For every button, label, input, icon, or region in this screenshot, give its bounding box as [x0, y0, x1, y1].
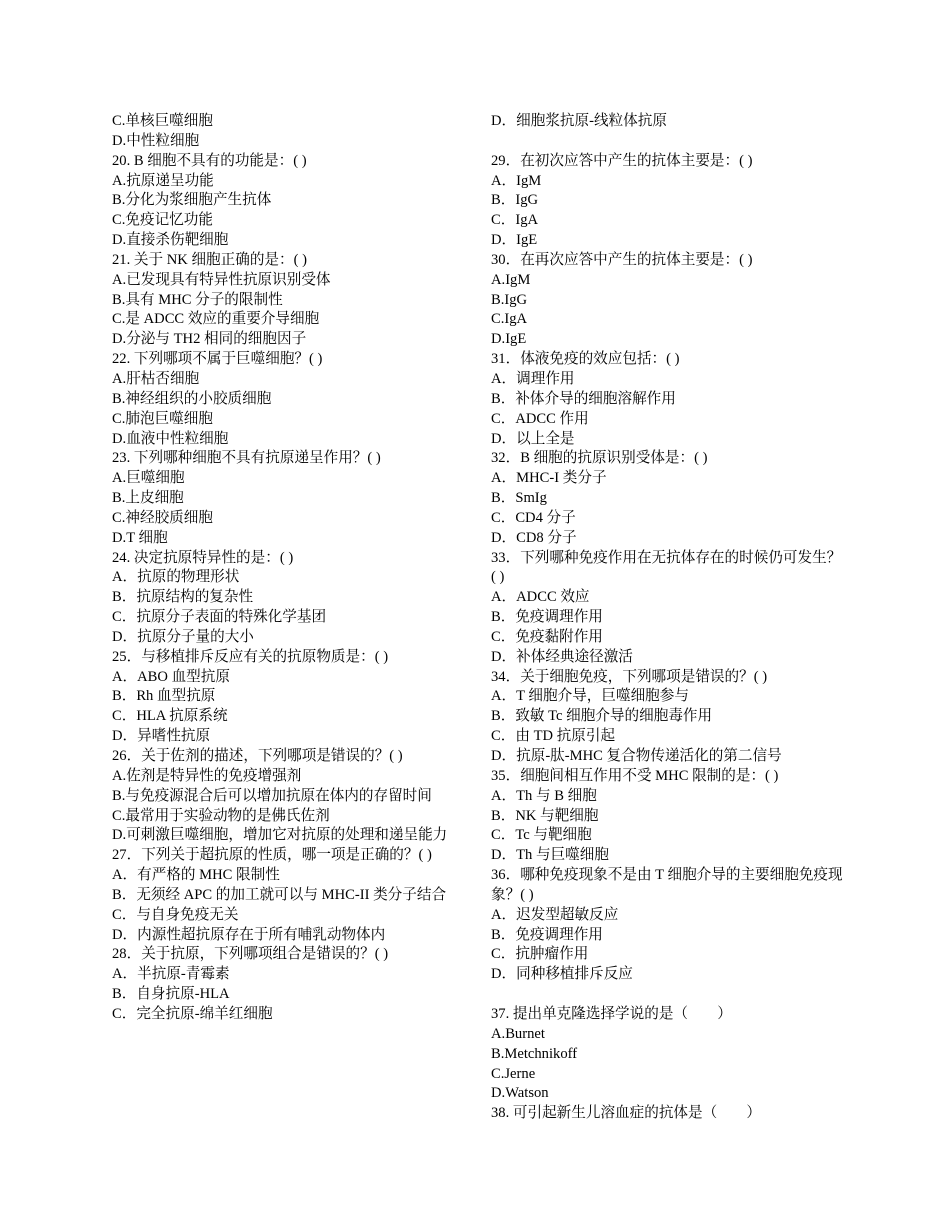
- answer-option: A．迟发型超敏反应: [491, 906, 619, 923]
- answer-option: C．ADCC 作用: [491, 410, 589, 427]
- question-stem: 20. B 细胞不具有的功能是：( ): [112, 152, 307, 169]
- answer-option: B．SmIg: [491, 490, 547, 507]
- question-stem: 31．体液免疫的效应包括：( ): [491, 351, 680, 368]
- answer-option: B．免疫调理作用: [491, 609, 603, 626]
- answer-option: C．完全抗原-绵羊红细胞: [112, 1005, 273, 1022]
- blank-line: [491, 985, 843, 1005]
- right-column: [491, 112, 843, 1124]
- answer-option: A．有严格的 MHC 限制性: [112, 867, 280, 884]
- answer-option: B.与免疫源混合后可以增加抗原在体内的存留时间: [112, 787, 432, 804]
- answer-option: C．抗原分子表面的特殊化学基团: [112, 609, 327, 626]
- blank-line: [491, 132, 843, 152]
- answer-option: D．CD8 分子: [491, 529, 577, 546]
- answer-option: C.神经胶质细胞: [112, 509, 213, 526]
- answer-option: B．抗原结构的复杂性: [112, 589, 254, 606]
- answer-option: C．与自身免疫无关: [112, 906, 239, 923]
- question-stem: 25．与移植排斥反应有关的抗原物质是：( ): [112, 648, 389, 665]
- answer-option: C．免疫黏附作用: [491, 628, 603, 645]
- answer-option: A．IgM: [491, 172, 542, 189]
- answer-option: C.Jerne: [491, 1065, 536, 1082]
- answer-option: D．抗原分子量的大小: [112, 628, 254, 645]
- answer-option: D.血液中性粒细胞: [112, 430, 229, 447]
- answer-option: B．自身抗原-HLA: [112, 986, 230, 1003]
- question-stem: 24. 决定抗原特异性的是：( ): [112, 549, 294, 566]
- question-stem: 26．关于佐剂的描述，下列哪项是错误的？( ): [112, 748, 403, 764]
- answer-option: D.IgE: [491, 331, 527, 348]
- answer-option: B.具有 MHC 分子的限制性: [112, 291, 283, 308]
- left-column: [112, 112, 464, 1025]
- answer-option: D.分泌与 TH2 相同的细胞因子: [112, 331, 307, 348]
- answer-option: B.IgG: [491, 291, 528, 308]
- answer-option: A．ABO 血型抗原: [112, 668, 230, 685]
- answer-option: C．抗肿瘤作用: [491, 946, 589, 963]
- answer-option: D.可刺激巨噬细胞，增加它对抗原的处理和递呈能力: [112, 827, 448, 844]
- question-stem: 38. 可引起新生儿溶血症的抗体是（ ）: [491, 1105, 761, 1122]
- answer-option: D.直接杀伤靶细胞: [112, 232, 229, 249]
- answer-option: D．IgE: [491, 232, 538, 249]
- answer-option: A.巨噬细胞: [112, 470, 185, 487]
- answer-option: A.抗原递呈功能: [112, 172, 214, 189]
- answer-option: B.神经组织的小胶质细胞: [112, 390, 272, 407]
- answer-option: A．T 细胞介导，巨噬细胞参与: [491, 688, 689, 705]
- answer-option: D.Watson: [491, 1085, 549, 1102]
- answer-option: A．调理作用: [491, 370, 575, 387]
- answer-option: B．致敏 Tc 细胞介导的细胞毒作用: [491, 708, 713, 725]
- answer-option: C.免疫记忆功能: [112, 212, 213, 229]
- answer-option: D．细胞浆抗原-线粒体抗原: [491, 113, 667, 129]
- answer-option: D.中性粒细胞: [112, 132, 200, 149]
- question-stem: 36．哪种免疫现象不是由 T 细胞介导的主要细胞免疫现象？( ): [491, 867, 843, 903]
- answer-option: D．Th 与巨噬细胞: [491, 847, 609, 864]
- question-stem: 37. 提出单克隆选择学说的是（ ）: [491, 1005, 732, 1022]
- answer-option: B．NK 与靶细胞: [491, 807, 599, 824]
- answer-option: A．MHC-I 类分子: [491, 470, 607, 487]
- answer-option: B．Rh 血型抗原: [112, 688, 216, 705]
- answer-option: D．异嗜性抗原: [112, 728, 211, 745]
- answer-option: B．无须经 APC 的加工就可以与 MHC-II 类分子结合: [112, 886, 447, 903]
- answer-option: C．CD4 分子: [491, 509, 576, 526]
- answer-option: B．补体介导的细胞溶解作用: [491, 390, 676, 407]
- question-stem: 32．B 细胞的抗原识别受体是：( ): [491, 450, 708, 467]
- answer-option: A.佐剂是特异性的免疫增强剂: [112, 767, 302, 784]
- question-stem: 29．在初次应答中产生的抗体主要是：( ): [491, 152, 753, 169]
- answer-option: D．同种移植排斥反应: [491, 966, 633, 983]
- answer-option: D．内源性超抗原存在于所有哺乳动物体内: [112, 926, 386, 943]
- answer-option: B.Metchnikoff: [491, 1045, 578, 1062]
- question-stem: 21. 关于 NK 细胞正确的是：( ): [112, 251, 307, 268]
- answer-option: B.上皮细胞: [112, 490, 184, 507]
- answer-option: A．Th 与 B 细胞: [491, 787, 597, 804]
- answer-option: A.IgM: [491, 271, 531, 288]
- answer-option: D．补体经典途径激活: [491, 648, 633, 665]
- question-stem: 27．下列关于超抗原的性质，哪一项是正确的？( ): [112, 847, 432, 864]
- answer-option: A．抗原的物理形状: [112, 569, 240, 586]
- answer-option: A.Burnet: [491, 1025, 545, 1042]
- answer-option: C.最常用于实验动物的是佛氏佐剂: [112, 807, 330, 824]
- answer-option: C．HLA 抗原系统: [112, 708, 228, 725]
- answer-option: C．Tc 与靶细胞: [491, 827, 592, 844]
- answer-option: D．抗原-肽-MHC 复合物传递活化的第二信号: [491, 748, 782, 764]
- answer-option: A.肝枯否细胞: [112, 370, 200, 387]
- answer-option: C.肺泡巨噬细胞: [112, 410, 213, 427]
- question-stem: 22. 下列哪项不属于巨噬细胞？( ): [112, 351, 323, 368]
- answer-option: A．半抗原-青霉素: [112, 966, 230, 983]
- question-stem: 23. 下列哪种细胞不具有抗原递呈作用？( ): [112, 450, 381, 467]
- answer-option: C.单核巨噬细胞: [112, 113, 213, 129]
- question-stem: 35．细胞间相互作用不受 MHC 限制的是：( ): [491, 767, 779, 784]
- answer-option: C．由 TD 抗原引起: [491, 728, 616, 745]
- answer-option: A.已发现具有特异性抗原识别受体: [112, 271, 331, 288]
- answer-option: D．以上全是: [491, 430, 575, 447]
- answer-option: C．IgA: [491, 212, 539, 229]
- question-stem: 33．下列哪种免疫作用在无抗体存在的时候仍可发生？( ): [491, 549, 842, 586]
- answer-option: B．免疫调理作用: [491, 926, 603, 943]
- question-stem: 34．关于细胞免疫，下列哪项是错误的？( ): [491, 668, 768, 685]
- question-stem: 30．在再次应答中产生的抗体主要是：( ): [491, 251, 753, 268]
- answer-option: C.是 ADCC 效应的重要介导细胞: [112, 311, 320, 328]
- answer-option: B．IgG: [491, 192, 539, 209]
- answer-option: A．ADCC 效应: [491, 589, 590, 606]
- answer-option: D.T 细胞: [112, 529, 168, 546]
- question-stem: 28．关于抗原，下列哪项组合是错误的？( ): [112, 946, 389, 963]
- answer-option: B.分化为浆细胞产生抗体: [112, 192, 272, 209]
- answer-option: C.IgA: [491, 311, 528, 328]
